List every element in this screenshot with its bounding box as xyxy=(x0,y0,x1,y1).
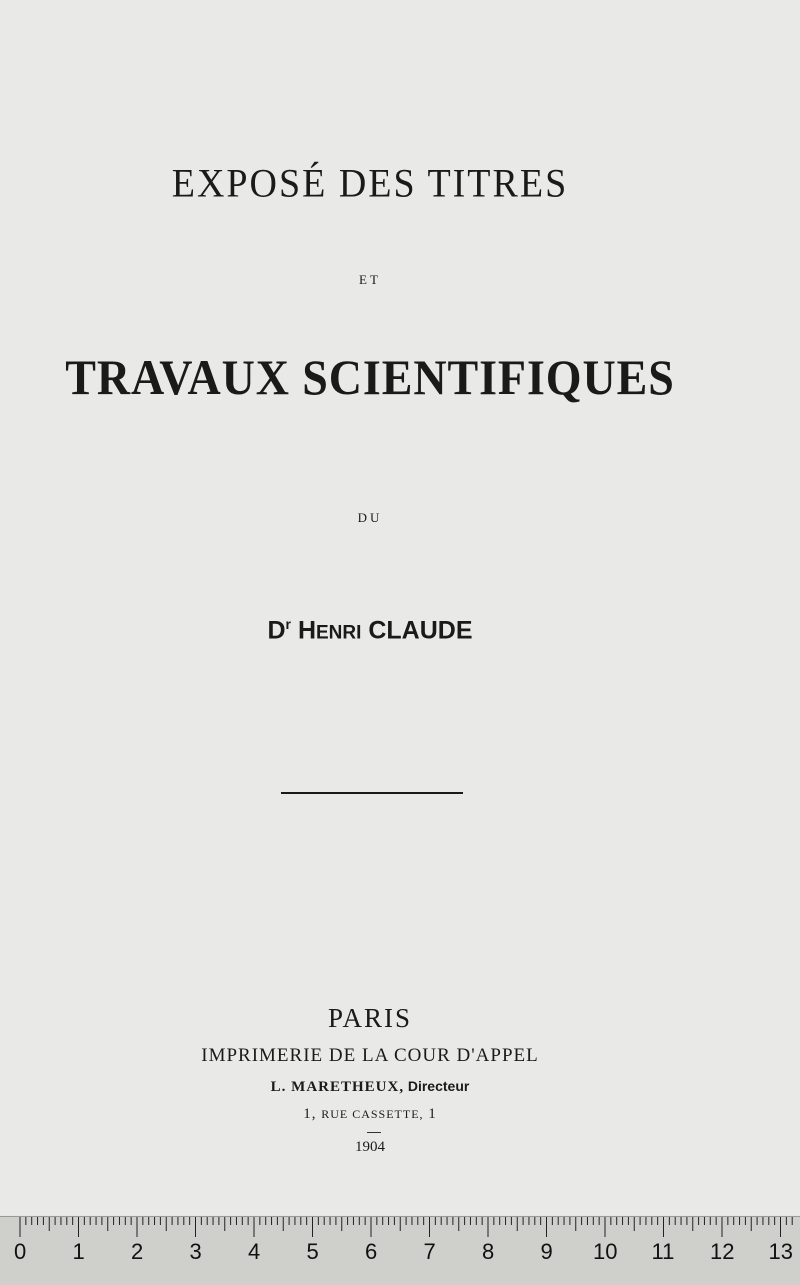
ruler-ticks xyxy=(0,1217,800,1239)
author-prefix: D xyxy=(267,616,286,645)
ruler-label: 2 xyxy=(131,1239,144,1264)
ruler-label: 6 xyxy=(365,1239,378,1264)
title-line-1: EXPOSÉ DES TITRES xyxy=(171,161,569,207)
imprint-director xyxy=(0,1078,740,1096)
title-line-2: TRAVAUX SCIENTIFIQUES xyxy=(65,349,675,405)
director-name: L. MARETHEUX, xyxy=(270,1079,405,1095)
imprint-year: 1904 xyxy=(355,1139,385,1155)
author-surname: CLAUDE xyxy=(368,616,473,645)
year-dash xyxy=(367,1132,381,1133)
section-divider xyxy=(281,792,463,794)
director-role: Directeur xyxy=(407,1078,470,1094)
imprint-city: PARIS xyxy=(327,1003,413,1033)
ruler-label: 7 xyxy=(423,1239,436,1264)
ruler-label: 8 xyxy=(482,1239,495,1264)
ruler-label: 5 xyxy=(306,1239,319,1264)
address-number-2: 1 xyxy=(428,1106,437,1122)
ruler-label: 3 xyxy=(189,1239,202,1264)
ruler-label: 11 xyxy=(651,1239,675,1264)
conjunction-et: ET xyxy=(359,272,381,287)
ruler-label: 13 xyxy=(768,1239,793,1264)
ruler-label: 10 xyxy=(593,1239,618,1264)
ruler-label: 9 xyxy=(540,1239,553,1264)
measurement-ruler xyxy=(0,1216,800,1285)
author-first-rest: ENRI xyxy=(316,622,362,644)
ruler-label: 0 xyxy=(14,1239,27,1264)
author-first-initial: H xyxy=(297,616,316,645)
address-number-1: 1, xyxy=(303,1106,317,1122)
author-name xyxy=(0,616,740,645)
conjunction-du: DU xyxy=(357,510,383,525)
imprint-printer: IMPRIMERIE DE LA COUR D'APPEL xyxy=(201,1045,539,1066)
imprint-address xyxy=(0,1106,740,1123)
ruler-label: 1 xyxy=(72,1239,85,1264)
address-street: RUE CASSETTE, xyxy=(321,1107,424,1121)
ruler-label: 12 xyxy=(710,1239,735,1264)
author-prefix-sup: r xyxy=(285,616,291,632)
ruler-label: 4 xyxy=(248,1239,261,1264)
